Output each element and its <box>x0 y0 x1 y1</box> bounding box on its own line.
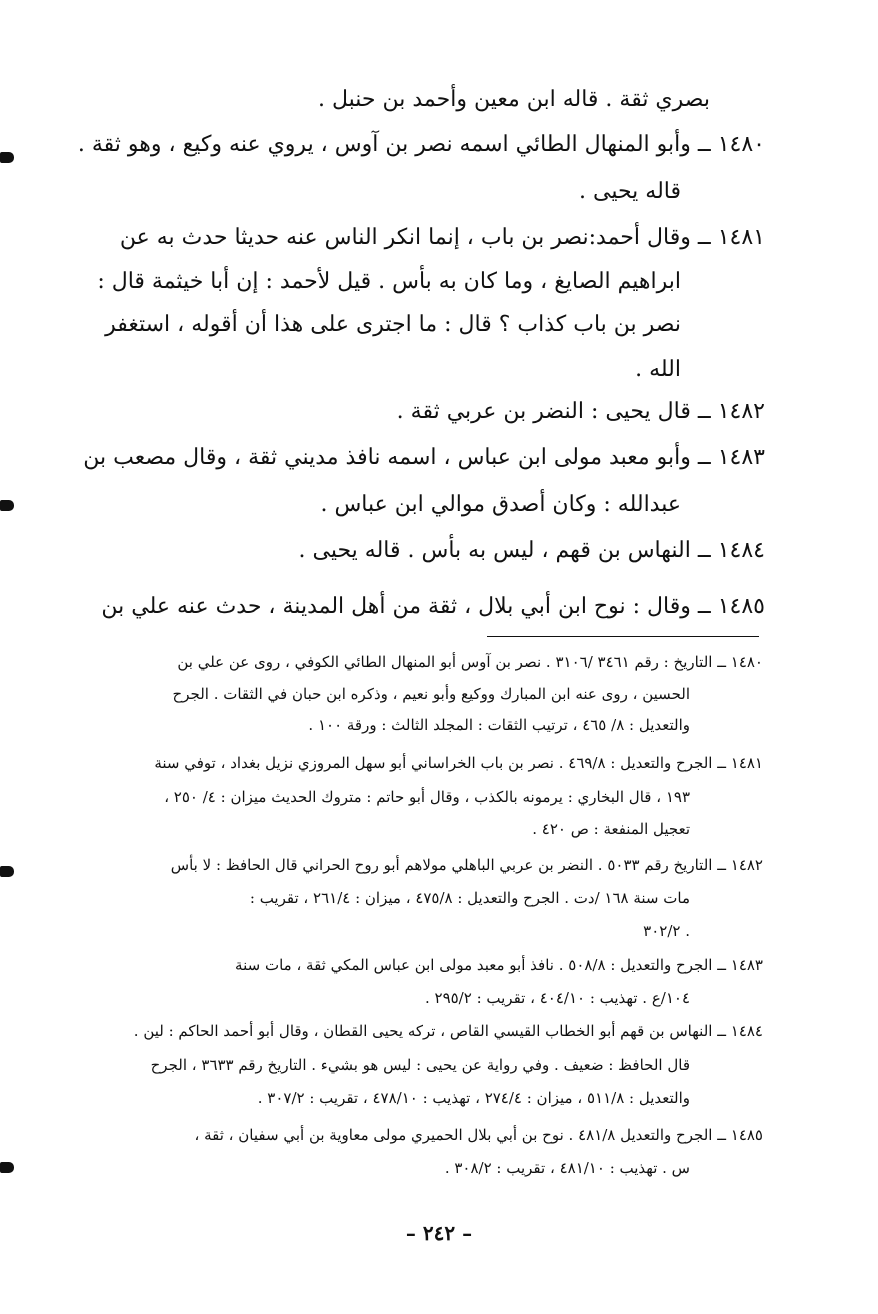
footnote-line: ١٤٨٤ ــ النهاس بن قهم أبو الخطاب القيسي القاص ، تركه يحيى القطان ، وقال أبو أحمد الحاكم : لين . <box>133 1022 763 1040</box>
footnote-line: ١٠٤/ع . تهذيب : ٤٠٤/١٠ ، تقريب : ٢٩٥/٢ . <box>424 989 690 1007</box>
footnote-line: ١٤٨٠ ــ التاريخ : رقم ٣٤٦١ /٣١٠٦ . نصر بن آوس أبو المنهال الطائي الكوفي ، روى عن علي بن <box>177 653 763 671</box>
margin-mark <box>0 866 14 877</box>
main-line: ١٤٨٣ ــ وأبو معبد مولى ابن عباس ، اسمه نافذ مديني ثقة ، وقال مصعب بن <box>83 445 765 470</box>
main-line: بصري ثقة . قاله ابن معين وأحمد بن حنبل . <box>317 87 710 112</box>
footnote-line: ١٤٨٥ ــ الجرح والتعديل ٤٨١/٨ . نوح بن أبي بلال الحميري مولى معاوية بن أبي سفيان ، ثقة ، <box>194 1126 763 1144</box>
footnote-line: الحسين ، روى عنه ابن المبارك ووكيع وأبو نعيم ، وذكره ابن حبان في الثقات . الجرح <box>172 685 690 703</box>
main-line: الله . <box>635 357 681 382</box>
footnote-line: قال الحافظ : ضعيف . وفي رواية عن يحيى : ليس هو بشيء . التاريخ رقم ٣٦٣٣ ، الجرح <box>150 1056 690 1074</box>
main-line: قاله يحيى . <box>579 179 681 204</box>
footnote-line: مات سنة ١٦٨ /دت . الجرح والتعديل : ٤٧٥/٨ ، ميزان : ٢٦١/٤ ، تقريب : <box>249 889 690 907</box>
page-number: – ٢٤٢ – <box>405 1221 473 1245</box>
main-line: ١٤٨١ ــ وقال أحمد:نصر بن باب ، إنما انكر الناس عنه حديثا حدث به عن <box>119 225 765 250</box>
main-line: ١٤٨٠ ــ وأبو المنهال الطائي اسمه نصر بن آوس ، يروي عنه وكيع ، وهو ثقة . <box>77 132 765 157</box>
margin-mark <box>0 1162 14 1173</box>
footnote-line: ١٤٨٢ ــ التاريخ رقم ٥٠٣٣ . النضر بن عربي الباهلي مولاهم أبو روح الحراني قال الحافظ : لا بأس <box>170 856 763 874</box>
footnote-line: والتعديل : ٥١١/٨ ، ميزان : ٢٧٤/٤ ، تهذيب : ٤٧٨/١٠ ، تقريب : ٣٠٧/٢ . <box>257 1089 690 1107</box>
margin-mark <box>0 152 14 163</box>
main-line: ١٤٨٤ ــ النهاس بن قهم ، ليس به بأس . قاله يحيى . <box>298 538 765 563</box>
footnote-separator <box>487 636 759 637</box>
footnote-line: والتعديل : ٨/ ٤٦٥ ، ترتيب الثقات : المجلد الثالث : ورقة ١٠٠ . <box>308 716 690 734</box>
footnote-line: ١٤٨١ ــ الجرح والتعديل : ٤٦٩/٨ . نصر بن باب الخراساني أبو سهل المروزي نزيل بغداد ، توفي سنة <box>154 754 763 772</box>
main-line: ١٤٨٢ ــ قال يحيى : النضر بن عربي ثقة . <box>396 399 765 424</box>
footnote-line: تعجيل المنفعة : ص ٤٢٠ . <box>532 820 690 838</box>
margin-mark <box>0 500 14 511</box>
main-line: ١٤٨٥ ــ وقال : نوح ابن أبي بلال ، ثقة من أهل المدينة ، حدث عنه علي بن <box>101 594 765 619</box>
footnote-line: ١٤٨٣ ــ الجرح والتعديل : ٥٠٨/٨ . نافذ أبو معبد مولى ابن عباس المكي ثقة ، مات سنة <box>235 956 763 974</box>
footnote-line: س . تهذيب : ٤٨١/١٠ ، تقريب : ٣٠٨/٢ . <box>444 1159 690 1177</box>
main-line: عبدالله : وكان أصدق موالي ابن عباس . <box>320 492 681 517</box>
footnote-line: ٣٠٢/٢ . <box>643 922 690 940</box>
footnote-line: ١٩٣ ، قال البخاري : يرمونه بالكذب ، وقال أبو حاتم : متروك الحديث ميزان : ٤/ ٢٥٠ ، <box>164 788 690 806</box>
main-line: ابراهيم الصايغ ، وما كان به بأس . قيل لأحمد : إن أبا خيثمة قال : <box>97 269 681 294</box>
main-line: نصر بن باب كذاب ؟ قال : ما اجترى على هذا أن أقوله ، استغفر <box>105 312 681 337</box>
